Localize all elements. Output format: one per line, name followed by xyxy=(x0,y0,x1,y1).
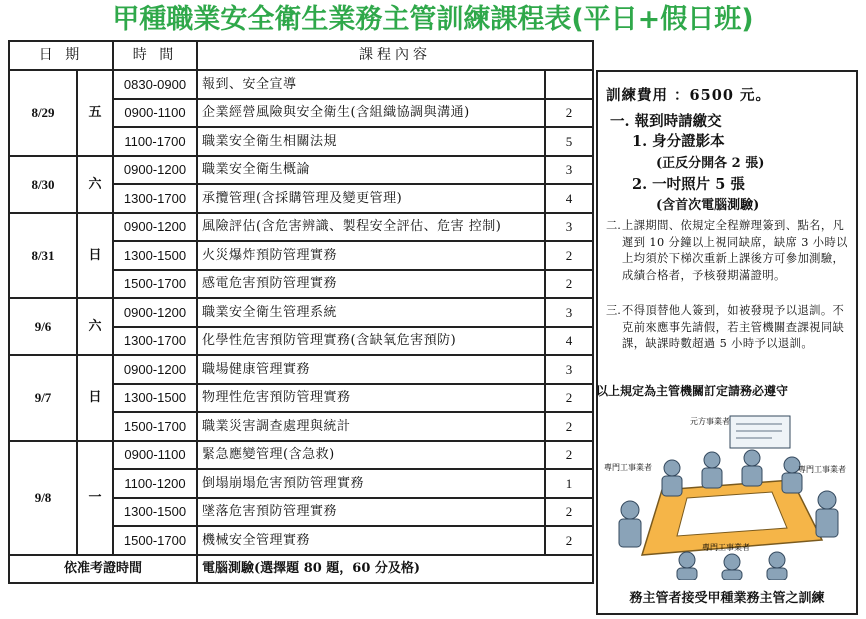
rule-number: 二. xyxy=(606,219,621,232)
date-cell: 8/29 xyxy=(9,70,77,156)
meeting-illustration xyxy=(602,410,854,580)
hours-cell: 3 xyxy=(545,355,593,384)
course-cell: 職業災害調查處理與統計 xyxy=(197,412,545,441)
hours-cell: 3 xyxy=(545,213,593,242)
rule-text: 不得頂替他人簽到，如被發現予以退訓。不克前來應事先請假，若主管機關查課視同缺課，缺課時數超過 5 小時予以退訓。 xyxy=(622,304,845,350)
course-cell: 墜落危害預防管理實務 xyxy=(197,498,545,527)
course-cell: 職業安全衛生概論 xyxy=(197,156,545,185)
weekday-cell: 一 xyxy=(77,441,113,555)
course-cell: 機械安全管理實務 xyxy=(197,526,545,555)
hours-cell: 2 xyxy=(545,241,593,270)
required-doc-id: 1. 身分證影本 xyxy=(632,133,725,150)
header-content: 課程內容 xyxy=(197,41,593,70)
illus-label: 專門工事業者 xyxy=(604,463,652,472)
weekday-cell: 六 xyxy=(77,298,113,355)
hours-cell: 2 xyxy=(545,412,593,441)
time-cell: 1300-1700 xyxy=(113,184,197,213)
course-cell: 職業安全衛生管理系統 xyxy=(197,298,545,327)
exam-row xyxy=(9,555,593,584)
hours-cell: 5 xyxy=(545,127,593,156)
table-header-row xyxy=(9,41,593,70)
training-fee: 訓練費用 ：6500 元。 xyxy=(606,87,771,104)
weekday-cell: 日 xyxy=(77,355,113,441)
required-doc-photo: 2. 一吋照片 5 張 xyxy=(632,176,745,193)
hours-cell: 2 xyxy=(545,99,593,128)
time-cell: 1100-1700 xyxy=(113,127,197,156)
time-cell: 0900-1200 xyxy=(113,355,197,384)
course-cell: 緊急應變管理(含急救) xyxy=(197,441,545,470)
course-cell: 火災爆炸預防管理實務 xyxy=(197,241,545,270)
header-date: 日 期 xyxy=(9,41,113,70)
illustration-caption: 務主管者接受甲種業務主管之訓練 xyxy=(629,591,825,606)
substitution-rule xyxy=(606,303,854,353)
date-cell: 9/6 xyxy=(9,298,77,355)
time-cell: 1300-1500 xyxy=(113,498,197,527)
hours-cell: 2 xyxy=(545,384,593,413)
header-time: 時 間 xyxy=(113,41,197,70)
hours-cell: 3 xyxy=(545,298,593,327)
date-cell: 8/30 xyxy=(9,156,77,213)
course-cell: 企業經營風險與安全衛生(含組織協調與溝通) xyxy=(197,99,545,128)
course-cell: 報到、安全宣導 xyxy=(197,70,545,99)
time-cell: 1300-1500 xyxy=(113,384,197,413)
course-cell: 職場健康管理實務 xyxy=(197,355,545,384)
course-cell: 承攬管理(含採購管理及變更管理) xyxy=(197,184,545,213)
table-row xyxy=(9,213,593,242)
course-cell: 化學性危害預防管理實務(含缺氧危害預防) xyxy=(197,327,545,356)
table-row xyxy=(9,156,593,185)
course-schedule-table xyxy=(8,40,594,584)
compliance-notice: 以上規定為主管機關訂定請務必遵守 xyxy=(596,384,789,398)
date-cell: 9/8 xyxy=(9,441,77,555)
required-doc-id-note: (正反分開各 2 張) xyxy=(656,156,765,171)
time-cell: 1300-1500 xyxy=(113,241,197,270)
hours-cell: 2 xyxy=(545,270,593,299)
illus-label: 元方事業者 xyxy=(690,417,730,426)
time-cell: 0900-1200 xyxy=(113,156,197,185)
course-cell: 職業安全衛生相關法規 xyxy=(197,127,545,156)
hours-cell: 1 xyxy=(545,469,593,498)
attendance-rule xyxy=(606,218,854,284)
time-cell: 0900-1100 xyxy=(113,99,197,128)
illus-label: 專門工事業者 xyxy=(798,465,846,474)
registration-heading: 一. 報到時請繳交 xyxy=(610,113,722,130)
table-row xyxy=(9,298,593,327)
hours-cell xyxy=(545,70,593,99)
table-row xyxy=(9,70,593,99)
rule-text: 上課期間、依規定全程辦理簽到、點名，凡遲到 10 分鐘以上視同缺席，缺席 3 小時以上均須於下梯次重新上課後方可參加測驗，成績合格者，予核發期滿證明。 xyxy=(622,219,848,282)
time-cell: 1500-1700 xyxy=(113,526,197,555)
course-cell: 物理性危害預防管理實務 xyxy=(197,384,545,413)
time-cell: 1100-1200 xyxy=(113,469,197,498)
course-cell: 風險評估(含危害辨識、製程安全評估、危害 控制) xyxy=(197,213,545,242)
time-cell: 0900-1200 xyxy=(113,213,197,242)
course-cell: 倒塌崩塌危害預防管理實務 xyxy=(197,469,545,498)
course-cell: 感電危害預防管理實務 xyxy=(197,270,545,299)
required-doc-photo-note: (含首次電腦測驗) xyxy=(656,198,760,213)
time-cell: 0900-1200 xyxy=(113,298,197,327)
exam-time-label: 依准考證時間 xyxy=(9,555,197,584)
date-cell: 9/7 xyxy=(9,355,77,441)
hours-cell: 2 xyxy=(545,498,593,527)
weekday-cell: 六 xyxy=(77,156,113,213)
table-row xyxy=(9,441,593,470)
hours-cell: 3 xyxy=(545,156,593,185)
hours-cell: 4 xyxy=(545,184,593,213)
weekday-cell: 日 xyxy=(77,213,113,299)
date-cell: 8/31 xyxy=(9,213,77,299)
page-title: 甲種職業安全衛生業務主管訓練課程表(平日+假日班) xyxy=(112,4,754,35)
weekday-cell: 五 xyxy=(77,70,113,156)
table-row xyxy=(9,355,593,384)
hours-cell: 4 xyxy=(545,327,593,356)
time-cell: 0900-1100 xyxy=(113,441,197,470)
illus-label: 專門工事業者 xyxy=(702,543,750,552)
info-panel xyxy=(596,70,858,615)
exam-description: 電腦測驗(選擇題 80 題，60 分及格) xyxy=(197,555,593,584)
time-cell: 0830-0900 xyxy=(113,70,197,99)
rule-number: 三. xyxy=(606,304,621,317)
time-cell: 1500-1700 xyxy=(113,270,197,299)
time-cell: 1300-1700 xyxy=(113,327,197,356)
schedule-body xyxy=(9,70,593,583)
hours-cell: 2 xyxy=(545,526,593,555)
time-cell: 1500-1700 xyxy=(113,412,197,441)
hours-cell: 2 xyxy=(545,441,593,470)
